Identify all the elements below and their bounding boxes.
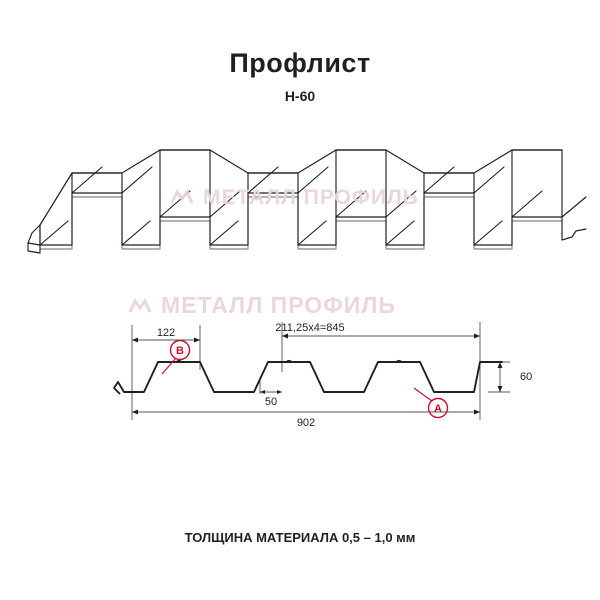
dim-50: 50 xyxy=(264,396,278,408)
isometric-view xyxy=(10,125,590,290)
watermark-bottom-text: МЕТАЛЛ ПРОФИЛЬ xyxy=(161,292,396,318)
dim-902: 902 xyxy=(296,417,316,429)
callout-b xyxy=(162,341,190,375)
callout-b-label: B xyxy=(176,345,184,357)
callout-a-label: A xyxy=(434,403,442,415)
dim-pitch: 211,25х4=845 xyxy=(275,322,345,334)
page-title: Профлист xyxy=(229,48,371,78)
dim-122: 122 xyxy=(156,327,176,339)
dim-60: 60 xyxy=(520,371,533,383)
thickness-note: ТОЛЩИНА МАТЕРИАЛА 0,5 – 1,0 мм xyxy=(184,530,416,545)
model-label: Н-60 xyxy=(284,88,316,104)
watermark-top-text: МЕТАЛЛ ПРОФИЛЬ xyxy=(203,186,419,209)
cross-section-view xyxy=(10,300,590,450)
